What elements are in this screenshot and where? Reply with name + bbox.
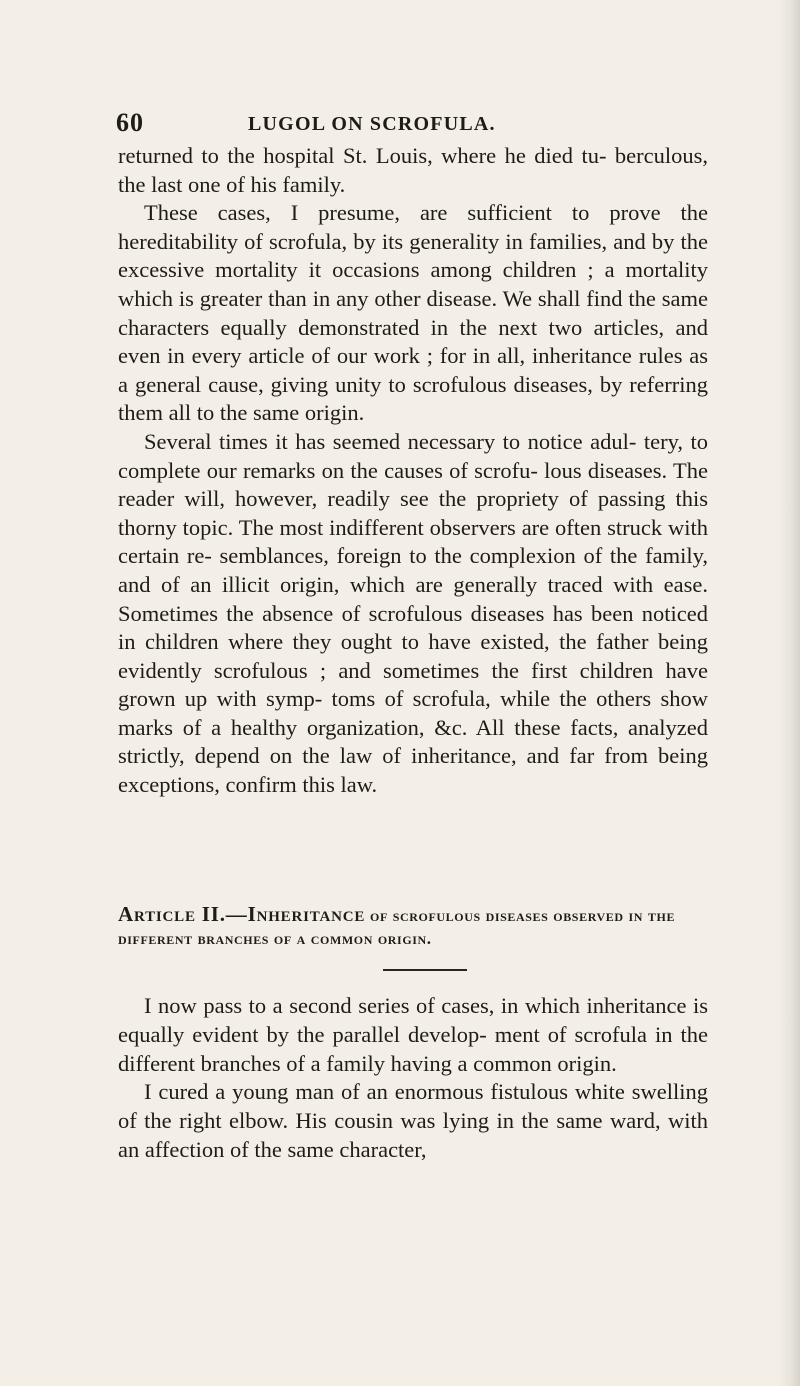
- paragraph-cured-young-man: I cured a young man of an enormous fistulous white swelling of the right elbow. His cousin was lying in the same ward, with an affection of the same character,: [118, 1079, 708, 1162]
- article-text-block: [118, 992, 708, 1165]
- paragraph-continuation: returned to the hospital St. Louis, where he died tu- berculous, the last one of his family.: [118, 143, 708, 197]
- body-text-block: [118, 142, 708, 800]
- paragraph-adultery: Several times it has seemed necessary to notice adul- tery, to complete our remarks on the causes of scrofu- lous diseases. The reader will, however, readily see the propriety of passing this thorny topic. The most indifferent observers are often struck with certain re- semblances, foreign to the complexion of the family, and of an illicit origin, which are generally traced with ease. Sometimes the absence of scrofulous diseases has been noticed in children where they ought to have existed, the father being evidently scrofulous ; and sometimes the first children have grown up with symp- toms of scrofula, while the others show marks of a healthy organization, &c. All these facts, analyzed strictly, depend on the law of inheritance, and far from being exceptions, confirm this law.: [118, 428, 708, 798]
- running-head: LUGOL ON SCROFULA.: [248, 113, 496, 135]
- page-number: 60: [116, 108, 144, 137]
- article-heading-lead: Article II.—Inheritance: [118, 902, 366, 926]
- paragraph-hereditability: These cases, I presume, are sufficient to prove the hereditability of scrofula, by its generality in families, and by the excessive mortality it occasions among children ; a mortality which is greater than in any other disease. We shall find the same characters equally demonstrated in the next two articles, and even in every article of our work ; for in all, inheritance rules as a general cause, giving unity to scrofulous diseases, by referring them all to the same origin.: [118, 200, 708, 426]
- paragraph-second-series: I now pass to a second series of cases, in which inheritance is equally evident by the parallel develop- ment of scrofula in the different branches of a family having a common origin.: [118, 993, 708, 1076]
- article-heading-rest: of scrofulous diseases observed in the different branches of a common origin.: [118, 906, 676, 948]
- page-edge-shadow: [778, 0, 800, 1386]
- article-heading: [118, 903, 718, 950]
- section-divider: [383, 969, 467, 971]
